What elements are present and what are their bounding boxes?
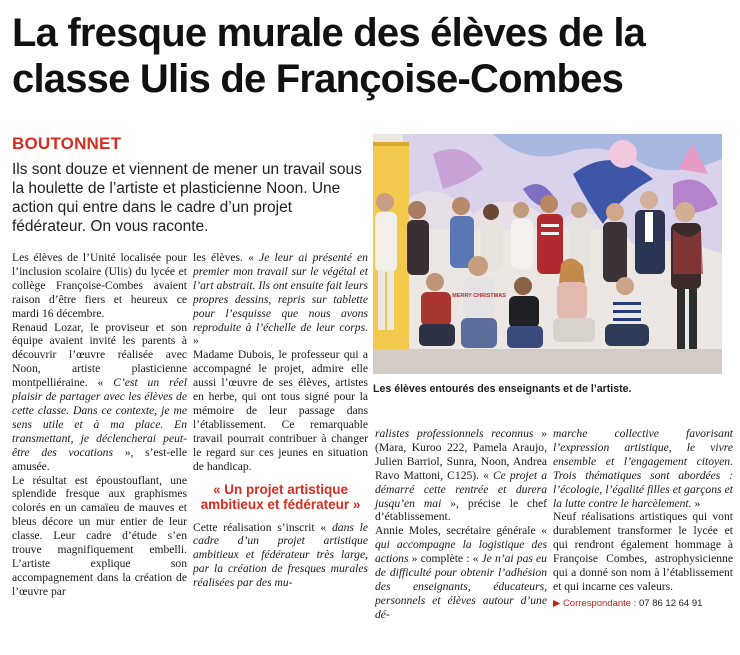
paragraph: Le résultat est époustouflant, une splendide fresque aux graphismes colorés en un camaïeu de mauves et bleus décore un mur entier de leur classe. Leur cadre d’étude s’en trouve magnifiquement embelli. L’artiste explique son accompagnement dans la création de l’œuvre par — [12, 473, 187, 598]
text-run: », précise le chef d’établissement. — [375, 496, 548, 524]
article-lead: Ils sont douze et viennent de mener un travail sous la houlette de l’artiste et plasticienne Noon. Une action qui entre dans le cadre d’un projet fédérateur. On vous raconte. — [12, 161, 362, 235]
sweater-text: MERRY CHRISTMAS — [452, 293, 506, 299]
text-run: », s’est-elle amusée. — [12, 445, 187, 473]
signoff-label: ▶ Correspondante : — [553, 597, 637, 609]
text-run: » complète : « — [408, 552, 482, 566]
body-column-4 — [553, 427, 733, 611]
text-run: Renaud Lozar, le proviseur et son équipe avaient invité les parents à découvrir l’œuvre réalisée avec Noon, artiste plasticienne montpelliéraine. « — [12, 320, 187, 390]
paragraph — [375, 427, 547, 524]
quote: C’est un réel plaisir de partager avec les élèves de cette classe. Dans ce contexte, je me sens utile et à ma place. En transmettant, je déclencherai peut-être des vocations — [12, 376, 188, 459]
paragraph — [553, 427, 733, 510]
quote: ralistes professionnels reconnus — [375, 427, 534, 440]
section-subhead: « Un projet artistique ambitieux et fédérateur » — [200, 481, 361, 512]
paragraph — [193, 251, 368, 348]
paragraph: Madame Dubois, le professeur qui a accompagné le projet, admire elle aussi l’œuvre de ses élèves, artistes en herbe, qui ont tous signé pour la mémoire de leur passage dans l’établissement. Ce remarquable travail pourrait contribuer à changer le regard sur ces jeunes en situation de handicap. — [193, 348, 368, 473]
quote: Je leur ai présenté en premier mon travail sur le végétal et l’art abstrait. Ils ont ensuite fait leurs propres dessins, repris sur tablette pour l’esquisse que nous avons reproduite à l’échelle de leur corps. — [193, 251, 368, 334]
photo-illustration — [373, 134, 722, 374]
text-run: » — [691, 496, 701, 510]
paragraph — [193, 521, 368, 591]
paragraph — [375, 524, 547, 621]
text-run: » (Mara, Kuroo 222, Pamela Araujo, Julien Barriol, Sunra, Noon, Andrea Ravo Mattoni, C125). « — [375, 427, 547, 482]
phone-number: 07 86 12 64 91 — [639, 597, 703, 609]
photo-caption: Les élèves entourés des enseignants et de l’artiste. — [373, 383, 632, 395]
text-run: les élèves. « — [193, 251, 260, 264]
body-column-3 — [375, 427, 547, 622]
paragraph: Neuf réalisations artistiques qui vont durablement transformer le lycée et qui rendront également hommage à Françoise Combes, astrophysicienne qui a donné son nom à l’établissement et qui incarne ces valeurs. — [553, 510, 733, 593]
text-run: Cette réalisation s’inscrit « — [193, 520, 332, 534]
quote: Ce projet a démarré cette rentrée et durera jusqu’en mai — [375, 468, 547, 510]
quote: dans le cadre d’un projet artistique ambitieux et fédérateur très large, par la création de fresques murales réalisées par des mu- — [193, 520, 369, 590]
body-column-1 — [12, 251, 187, 599]
class-photo — [373, 134, 722, 374]
quote: Je n’ai pas eu de difficulté pour obtenir l’adhésion des enseignants, éducateurs, personnels et élèves autour d’une dé- — [375, 552, 547, 621]
quote: qui accompagne la logistique des actions — [375, 538, 547, 566]
location-kicker: BOUTONNET — [12, 134, 122, 153]
text-run: Annie Moles, secrétaire générale « — [375, 524, 547, 538]
article-headline: La fresque murale des élèves de la classe Ulis de Françoise-Combes — [12, 11, 646, 101]
body-column-2 — [193, 251, 368, 590]
paragraph — [12, 321, 187, 474]
correspondent-signoff — [553, 597, 733, 611]
text-run: » — [193, 334, 199, 348]
quote: marche collective favorisant l’expression artistique, le vivre ensemble et l’engagement citoyen. Trois thématiques sont abordées : l’écologie, l’égalité filles et garçons et la lutte contre le harcèlement. — [553, 427, 733, 510]
paragraph: Les élèves de l’Unité localisée pour l’inclusion scolaire (Ulis) du lycée et collège Françoise-Combes avaient raison d’être fiers et heureux ce mardi 16 décembre. — [12, 251, 187, 320]
